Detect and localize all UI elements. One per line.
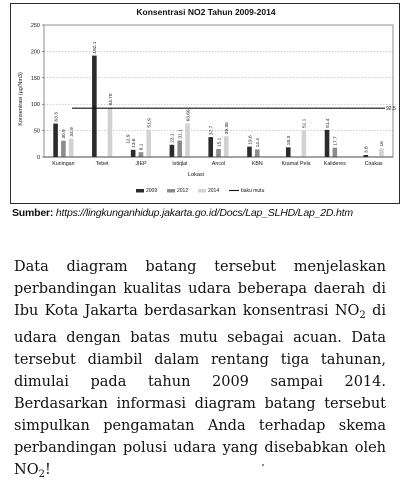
data-label: 39.35 — [225, 122, 231, 135]
paragraph-part-2: di udara dengan batas mutu sebagai acuan. Data tersebut diambil dalam rentang tiga tahunan, dimulai pada tahun 2009 sampai 2014. Berdasarkan informasi diagram batang tersebut simpulkan pengamatan Anda terhadap skema perbandingan polusi udara yang disebabkan oleh NO — [14, 303, 386, 478]
data-label: 37.7 — [209, 125, 215, 136]
data-label: 3.8 — [364, 146, 370, 153]
data-label: 30.9 — [62, 129, 68, 139]
bar-2012 — [177, 141, 182, 157]
bar-2012 — [333, 148, 338, 157]
y-tick-label: 250 — [30, 23, 40, 29]
x-tick-label: KBN — [251, 161, 263, 167]
bar-2014 — [108, 108, 113, 158]
data-label: 17.7 — [333, 136, 339, 146]
paragraph-part-1: Data diagram batang tersebut menjelaskan perbandingan kualitas udara beberapa daerah di Ibu Kota Jakarta berdasarkan konsentrasi NO — [14, 259, 386, 319]
bar-2014 — [185, 123, 190, 157]
bar-2012 — [255, 149, 260, 157]
bar-2014 — [69, 139, 74, 157]
legend-swatch-2012 — [167, 189, 175, 193]
data-label: 9.1 — [139, 143, 145, 151]
data-label-extra: 12.9 — [126, 134, 132, 144]
legend-label-2014: 2014 — [208, 188, 220, 194]
y-axis-label: Konsentrasi (µg/Nm3) — [18, 72, 24, 126]
data-label: 16 — [380, 141, 386, 147]
bar-2009 — [247, 147, 252, 157]
data-label: 13.6 — [131, 138, 137, 148]
chart-title: Konsentrasi NO2 Tahun 2009-2014 — [136, 7, 276, 17]
subscript-2: 2 — [359, 310, 366, 321]
data-label: 51.1 — [302, 118, 308, 129]
subscript-2-end: 2 — [38, 469, 45, 480]
data-label: 19.6 — [248, 135, 254, 145]
data-label: 14.4 — [256, 138, 262, 148]
y-tick-label: 150 — [30, 75, 40, 82]
x-tick-label: Kalideres — [323, 161, 346, 167]
x-tick-label: Kramat Pela — [281, 161, 311, 167]
bar-2009 — [325, 130, 330, 157]
y-tick-label: 0 — [36, 155, 40, 161]
x-tick-label: Kuningan — [52, 161, 75, 167]
source-label: Sumber: — [12, 207, 54, 219]
x-tick-label: Istiqlal — [172, 161, 188, 167]
data-label: 31.1 — [178, 129, 184, 139]
data-label: 51.9 — [147, 118, 153, 128]
bar-2009 — [53, 124, 58, 157]
chart-container — [10, 3, 400, 204]
bar-2012 — [216, 149, 221, 157]
threshold-label: 92.5 — [386, 106, 396, 113]
x-tick-label: JIEP — [135, 161, 147, 167]
bar-2009 — [92, 56, 97, 157]
legend-label-2009: 2009 — [146, 188, 158, 194]
bar-2014 — [224, 136, 229, 157]
bar-2009 — [170, 145, 175, 157]
x-tick-label: Cirakas — [364, 161, 383, 167]
bar-2012 — [139, 152, 144, 157]
x-tick-label: Tebet — [95, 161, 109, 167]
source-url: https://lingkunganhidup.jakarta.go.id/Docs/Lap_SLHD/Lap_2D.htm — [55, 207, 353, 219]
data-label: 34.9 — [69, 127, 75, 137]
x-tick-label: Ancol — [211, 161, 226, 167]
bar-2009 — [286, 147, 291, 157]
data-label: 51.4 — [325, 118, 331, 128]
data-label: 63.66 — [186, 109, 192, 122]
stray-dot — [262, 464, 264, 466]
bar-chart — [11, 4, 401, 205]
data-label: 23.1 — [170, 133, 176, 143]
paragraph-part-3: ! — [44, 462, 51, 478]
bar-2014 — [146, 130, 151, 157]
data-label: 192.1 — [93, 41, 99, 54]
bar-2009 — [131, 150, 136, 157]
y-tick-label: 50 — [33, 128, 40, 135]
data-label: 63.3 — [54, 112, 60, 122]
legend-label-2012: 2012 — [177, 188, 189, 194]
question-paragraph — [14, 256, 386, 486]
legend-swatch-2014 — [198, 189, 206, 193]
data-label: 18.3 — [287, 135, 293, 146]
source-citation — [12, 207, 353, 219]
legend-swatch-2009 — [136, 189, 144, 193]
bar-2014 — [302, 130, 307, 157]
bar-2014 — [379, 149, 384, 157]
data-label: 15.1 — [217, 137, 223, 148]
bar-2009 — [208, 137, 213, 157]
question-text — [14, 256, 386, 486]
legend-label-threshold: baku mutu — [241, 188, 265, 194]
data-label: 93.75 — [108, 93, 114, 106]
y-tick-label: 200 — [30, 49, 40, 56]
x-axis-label: Lokasi — [188, 172, 204, 178]
y-tick-label: 100 — [30, 102, 40, 109]
bar-2012 — [61, 141, 66, 157]
